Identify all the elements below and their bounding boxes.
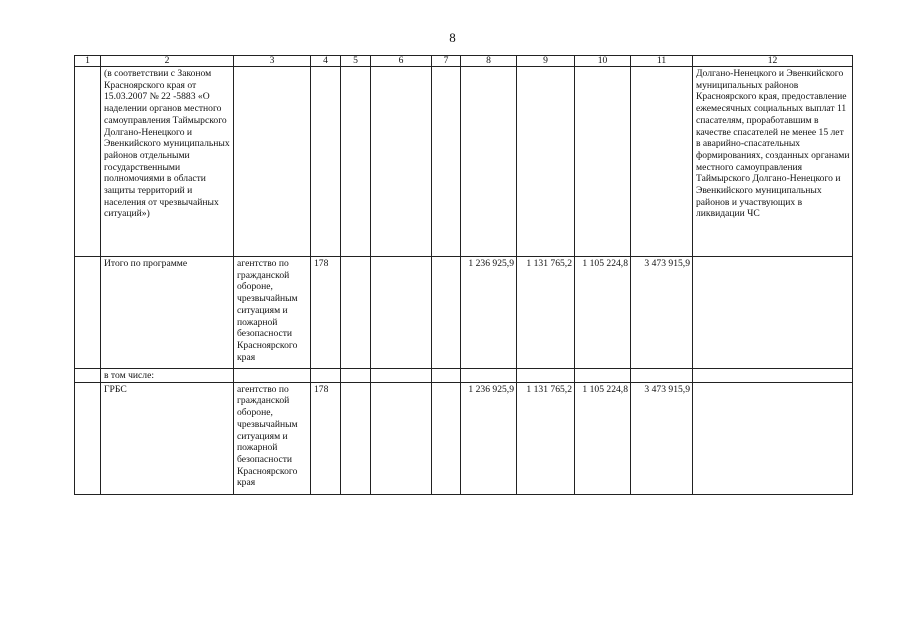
cell-col12 xyxy=(693,257,853,369)
cell-col8-amount: 1 236 925,9 xyxy=(461,257,517,369)
cell-col1 xyxy=(75,67,101,257)
cell-col7 xyxy=(432,369,461,383)
cell-col10 xyxy=(575,67,631,257)
cell-col2-label: в том числе: xyxy=(101,369,234,383)
header-cell-1: 1 xyxy=(75,56,101,67)
page-number: 8 xyxy=(449,30,456,45)
cell-col4 xyxy=(311,67,341,257)
header-cell-11: 11 xyxy=(631,56,693,67)
cell-col6 xyxy=(371,67,432,257)
header-cell-2: 2 xyxy=(101,56,234,67)
cell-col3 xyxy=(234,67,311,257)
table-row-grbs xyxy=(75,382,853,494)
cell-col9 xyxy=(517,369,575,383)
cell-col10-amount: 1 105 224,8 xyxy=(575,257,631,369)
cell-col9-amount: 1 131 765,2 xyxy=(517,257,575,369)
budget-table xyxy=(74,55,853,495)
cell-col2-label: Итого по программе xyxy=(101,257,234,369)
cell-col12-result: Долгано-Ненецкого и Эвенкийского муниципальных районов Красноярского края, предоставление ежемесячных социальных выплат 11 спасателям, проработавшим в качестве спасателей не менее 15 лет в аварийно-спасательных формированиях, созданных органами местного самоуправления Таймырского Долгано-Ненецкого и Эвенкийского муниципальных районов и участвующих в ликвидации ЧС xyxy=(693,67,853,257)
cell-col6 xyxy=(371,382,432,494)
cell-col2-description: (в соответствии с Законом Красноярского края от 15.03.2007 № 22 -5883 «О наделении органов местного самоуправления Таймырского Долгано-Ненецкого и Эвенкийского муниципальных районов отдельными государственными полномочиями в области защиты территорий и населения от чрезвычайных ситуаций») xyxy=(101,67,234,257)
cell-col5 xyxy=(341,382,371,494)
table-row-including xyxy=(75,369,853,383)
cell-col12 xyxy=(693,382,853,494)
header-cell-3: 3 xyxy=(234,56,311,67)
cell-col11-amount: 3 473 915,9 xyxy=(631,382,693,494)
cell-col11-amount: 3 473 915,9 xyxy=(631,257,693,369)
cell-col3 xyxy=(234,369,311,383)
cell-col7 xyxy=(432,382,461,494)
cell-col8 xyxy=(461,369,517,383)
cell-col4-code: 178 xyxy=(311,257,341,369)
cell-col3-agency: агентство по гражданской обороне, чрезвычайным ситуациям и пожарной безопасности Красноярского края xyxy=(234,257,311,369)
cell-col8-amount: 1 236 925,9 xyxy=(461,382,517,494)
cell-col9 xyxy=(517,67,575,257)
cell-col10 xyxy=(575,369,631,383)
header-cell-9: 9 xyxy=(517,56,575,67)
table-row-program-total xyxy=(75,257,853,369)
cell-col9-amount: 1 131 765,2 xyxy=(517,382,575,494)
cell-col4 xyxy=(311,369,341,383)
header-cell-4: 4 xyxy=(311,56,341,67)
cell-col2-label: ГРБС xyxy=(101,382,234,494)
cell-col12 xyxy=(693,369,853,383)
header-cell-6: 6 xyxy=(371,56,432,67)
cell-col7 xyxy=(432,257,461,369)
cell-col5 xyxy=(341,257,371,369)
header-row xyxy=(75,56,853,67)
cell-col5 xyxy=(341,67,371,257)
table-row-law-reference xyxy=(75,67,853,257)
cell-col11 xyxy=(631,369,693,383)
cell-col1 xyxy=(75,369,101,383)
cell-col1 xyxy=(75,382,101,494)
cell-col5 xyxy=(341,369,371,383)
cell-col7 xyxy=(432,67,461,257)
cell-col6 xyxy=(371,257,432,369)
cell-col4-code: 178 xyxy=(311,382,341,494)
cell-col11 xyxy=(631,67,693,257)
header-cell-5: 5 xyxy=(341,56,371,67)
cell-col8 xyxy=(461,67,517,257)
header-cell-8: 8 xyxy=(461,56,517,67)
cell-col10-amount: 1 105 224,8 xyxy=(575,382,631,494)
cell-col1 xyxy=(75,257,101,369)
header-cell-12: 12 xyxy=(693,56,853,67)
header-cell-10: 10 xyxy=(575,56,631,67)
cell-col6 xyxy=(371,369,432,383)
header-cell-7: 7 xyxy=(432,56,461,67)
cell-col3-agency: агентство по гражданской обороне, чрезвычайным ситуациям и пожарной безопасности Красноярского края xyxy=(234,382,311,494)
